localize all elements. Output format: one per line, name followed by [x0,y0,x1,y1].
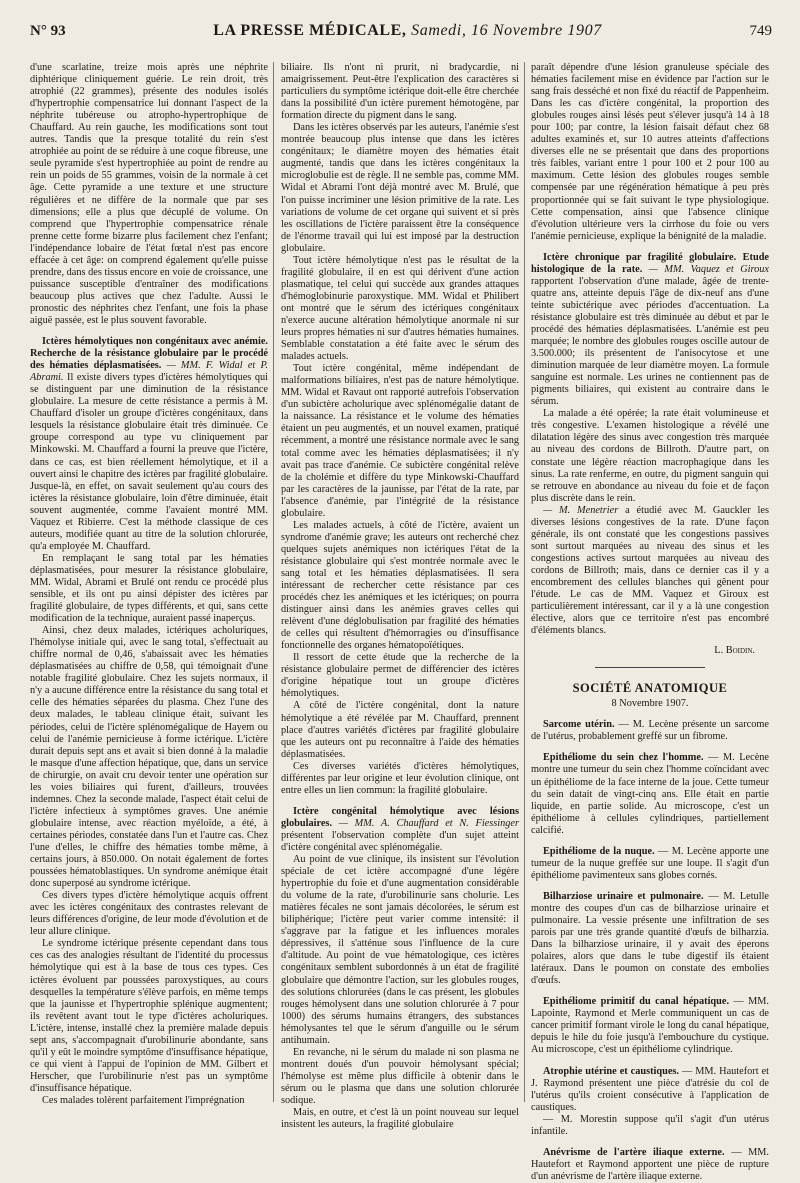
entry [531,996,769,1056]
issue-date: Samedi, 16 Novembre 1907 [411,22,602,39]
paragraph: biliaire. Ils n'ont ni prurit, ni bradycardie, ni amaigrissement. Peut-être l'explication des caractères si particuliers du symptôme ictérique doit-elle être cherchée dans la possibilité d'un ictère purement hémotogène, par formation directe du pigment dans le sang. [281,62,519,122]
column-1 [30,62,268,1107]
article-body: Il existe divers types d'ictères hémolytiques qui se distinguent par une diminution de la résistance globulaire. La mesure de cette résistance a permis à M. Chauffard d'isoler un groupe d'ictères congénitaux, dans lesquels la résistance globulaire était très diminuée. Ce groupe correspond au type vu cliniquement par Minkowski. M. Chauffard a fourni la preuve que l'ictère, dans ce cas, est bien réellement hémolytique, et il a ouvert ainsi le chapitre des ictères par fragilité globulaire. Jusque-là, en effet, on savait seulement qu'au cours des ictères la résistance globulaire, loin d'être diminuée, était souvent augmentée, comme l'avaient montré MM. Vaquez et Ribierre. C'est la méthode classique de ces auteurs, modifiée quant au titre de la solution chlorurée, qu'a employée M. Chauffard. [30,372,268,552]
paragraph: Il ressort de cette étude que la recherche de la résistance globulaire permet de différencier des ictères d'origine hépatique tout un groupe d'ictères hémolytiques. [281,652,519,700]
section-divider [595,667,705,668]
entry-body: — M. Letulle montre des coupes d'un cas de bilharziose urinaire et pulmonaire. La vessie présente une infiltration de ses parois par une très grande quantité d'œufs de bilharzia. Dans la bilharziose urinaire, il y avait des éperons polaires, alors que dans le tube digestif ils étaient latéraux. Dans le poumon on constate des embolies d'œufs. [531,890,769,987]
entry-body: — MM. Hautefort et J. Raymond présentent une pièce d'atrésie du col de l'utérus qu'ils croient consécutive à l'application de caustiques. [531,1065,769,1113]
column-rule-1 [273,62,274,1102]
entry [531,1066,769,1114]
entry-title: Epithéliome primitif du canal hépatique. [543,996,730,1008]
paragraph: A côté de l'ictère congénital, dont la nature hémolytique a été révélée par M. Chauffard, prennent place d'autres variétés d'ictères par fragilité globulaire que les auteurs ont pu reconnaître à l'aide des hématies déplasmatisées. [281,700,519,760]
paragraph: Dans les ictères observés par les auteurs, l'anémie s'est montrée beaucoup plus intense que dans les ictères congénitaux; le diamètre moyen des hématies était augmenté, tandis que dans les ictères congénitaux la microglobulie est de règle. Il ne semble pas, comme MM. Widal et Abrami l'ont déjà montré avec M. Brulé, que l'on puisse incriminer une lésion primitive de la rate. Les variations de volume de cet organe qui suivent et si près les oscillations de l'ictère paraissent être la conséquence de l'énorme travail qui lui est imposé par la destruction globulaire. [281,122,519,254]
column-rule-2 [524,62,525,1102]
article-authors: — M. Menetrier [543,504,619,516]
entry-title: Atrophie utérine et caustiques. [543,1065,680,1077]
article-authors: — MM. A. Chauffard et N. Fiessinger [338,817,519,829]
column-2 [281,62,519,1131]
paragraph: Le syndrome ictérique présente cependant dans tous ces cas des analogies résultant de l'identité du processus hémolytique qui est à la base de tous ces types. Ces ictères évoluent par poussées paroxystiques, au cours desquelles la température s'élève parfois, en même temps que la jaunisse et l'hypertrophie splénique augmentent; ils revêtent avant tout le type d'ictères acholuriques. L'ictère, intense, installé chez la première malade depuis sept ans, s'accompagnait d'urobilinurie abondante, sans qu'il y eût le moindre symptôme d'insuffisance hépatique, ce qui vient à l'appui de l'opinion de MM. Gilbert et Herscher, que l'urobilinurie n'est pas un symptôme d'insuffisance hépatique. [30,938,268,1094]
entry [531,891,769,987]
section-heading: SOCIÉTÉ ANATOMIQUE [572,681,728,696]
journal-title: LA PRESSE MÉDICALE, [213,22,407,39]
paragraph: En remplaçant le sang total par les hématies déplasmatisées, pour mesurer la résistance globulaire, MM. Widal, Abrami et Brulé ont rendu ce procédé plus sensible, et ils ont pu ainsi dépister des ictères par fragilité globulaire, de types différents, et qui, sans cette modification de la technique, auraient passé inaperçus. [30,552,268,625]
entry-body: — MM. Lapointe, Raymond et Merle communiquent un cas de cancer primitif formant virole le long du canal hépatique, depuis le hile du foie jusqu'à l'embouchure du cystique. Au microscope, c'est un épithéliome cylindrique. [531,996,769,1056]
article-paragraph [531,505,769,638]
paragraph: d'une scarlatine, treize mois après une néphrite diphtérique cliniquement guérie. Le rein droit, très atrophié (22 grammes), présente des nodules isolés d'hypertrophie compensatrice lui donnant l'aspect de la néphrite tubéreuse ou atropho-hypertrophique de Chauffard. Au rein gauche, les modifications sont tout autres. Tandis que la presque totalité du rein s'est atrophiée au point de se réduire à une coque fibreuse, une seule pyramide s'est hypertrophiée au point de rendre au rein un poids de 55 grammes, voisin de la normale à cet âge. Cette pyramide a une texture et une structure régulières et ne diffère de la normale que par ses dimensions; elle a plus que décuplé de volume. On comprend que l'hypertrophie compensatrice rénale prenne cette forme bizarre plus facilement chez l'enfant; l'indépendance lobaire de l'état fœtal n'est pas encore effacée à cet âge: on comprend également qu'elle puisse prendre, dans des tissus encore en voie de croissance, une puissance susceptible d'entraîner des modifications beaucoup plus actives que chez l'adulte. Aussi le pronostic des néphrites chez l'enfant, une fois la phase aiguë passée, est le plus souvent favorable. [30,62,268,326]
entry-note: — M. Morestin suppose qu'il s'agit d'un utérus infantile. [531,1113,769,1137]
masthead-title [213,22,602,40]
entry [531,752,769,836]
article-authors: — MM. F. Widal et P. Abrami. [30,360,268,384]
issue-number: N° 93 [30,23,66,39]
entry-title: Sarcome utérin. [543,719,615,731]
paragraph: Au point de vue clinique, ils insistent sur l'évolution spéciale de cet ictère accompagné d'une légère hypertrophie du foie et d'une augmentation considérable du volume de la rate, d'urobilinurie sans cholurie. Les matières fécales ne sont jamais décolorées, le sérum est biliphérique; l'ictère peut varier comme intensité: il s'aggrave par la fatigue et les influences morales dépressives, il s'atténue sous l'influence de la cure d'altitude. Au point de vue hématologique, ces ictères congénitaux semblent subordonnés à un état de fragilité globulaire que démontre l'action, sur les globules rouges, des solutions chlorurées (dans le cas présent, les globules rouges hémolysent dans une solution chlorurée à 7 pour 1000) des sérums humains étrangers, des substances hémolysantes tel que le sérum d'anguille ou le sérum antihumain. [281,854,519,1046]
signature: L. Boidin. [714,645,755,657]
paragraph: Ces malades tolèrent parfaitement l'imprégnation [42,1094,245,1106]
entry [531,719,769,743]
paragraph: En revanche, ni le sérum du malade ni son plasma ne montrent doués d'un pouvoir hémolysant spécial; l'hémolyse est même plus difficile à obtenir dans le sérum ou le plasma que dans une solution chlorurée sodique. [281,1046,519,1106]
entry-body: — MM. Hautefort et Raymond apportent une pièce de rupture d'un anévrisme de l'artère iliaque externe. [531,1146,769,1182]
entry-body: — M. Lecène présente un sarcome de l'utérus, probablement greffé sur un fibrome. [531,719,769,743]
section-date: 8 Novembre 1907. [611,698,689,710]
paragraph: Les malades actuels, à côté de l'ictère, avaient un syndrome d'anémie grave; les auteurs ont recherché chez quelques sujets anémiques non ictériques l'état de la résistance globulaire qui s'est montrée normale avec le sang total et les hématies déplasmatisées. Il sera intéressant de rechercher cette résistance par ces procédés chez les anémiques et les ictériques; on pourra distinguer ainsi dans les anémies graves celles qui relèvent d'une déglobulisation par fragilité des hématies de celles qui résultent d'hémorragies ou d'insuffisance fonctionnelle des organes hématopoïétiques. [281,519,519,652]
paragraph: Tout ictère congénital, même indépendant de malformations biliaires, n'est pas de nature hémolytique. MM. Widal et Ravaut ont rapporté autrefois l'observation d'un subictère acholurique avec splénomégalie datant de la naissance. La résistance et le volume des hématies étaient un peu augmentés, et un nouvel examen, pratiqué récemment, a montré une résistance normale avec le sang total comme avec les hématies déplasmatisées; il n'y avait pas trace d'anémie. Ce subictère congénital relève de la cholémie et diffère du type Minkowski-Chauffard par les caractères de la jaunisse, par l'état de la rate, par l'absence d'anémie, par l'intégrité de la résistance globulaire. [281,363,519,519]
entry-body: — M. Lecène apporte une tumeur de la nuque greffée sur une loupe. Il s'agit d'un épithéliome pavimenteux sans globes cornés. [531,845,770,881]
article-authors: — MM. Vaquez et Giroux [648,263,770,275]
entry-body: — M. Lecène montre une tumeur du sein chez l'homme coïncidant avec un épithéliome de la face interne de la joue. Cette tumeur du sein datait de vingt-cinq ans. Elle était en partie liquide, en partie solide. Au microscope, c'est un épithéliome à cellules cylindriques, partiellement calcifié. [531,752,769,836]
article-title: Ictère chronique par fragilité globulaire. Etude histologique de la rate. [531,251,769,275]
article-body: a étudié avec M. Gauckler les diverses lésions congestives de la rate. D'une façon générale, ils ont constaté que les congestions passives sont surtout marquées au niveau des sinus et les congestions actives surtout marquées au niveau des cordons de Billroth; mais, dans ce dernier cas il y a encombrement des cellules blanches qui gênent pour l'étude. Le cas de MM. Vaquez et Giroux est particulièrement intéressant, car il y a là une congestion élective, alors que ce territoire n'est pas encombré d'éléments blancs. [531,504,769,637]
paragraph: La malade a été opérée; la rate était volumineuse et très congestive. L'examen histologique a révélé une dilatation légère des sinus avec congestion très marquée au niveau des cordons de Billroth. D'autre part, on constate une légère réaction macrophagique dans les sinus. La rate renferme, en outre, du pigment sanguin qui se retrouve en abondance au niveau du foie et de façon plus discrète dans le rein. [531,408,769,504]
entry [531,846,769,882]
article-title: Ictère congénital hémolytique avec lésions globulaires. [281,805,519,829]
article-body: présentent l'observation complète d'un sujet atteint d'ictère congénital avec splénomégalie. [281,829,519,853]
entry-title: Bilharziose urinaire et pulmonaire. [543,890,704,902]
paragraph: paraît dépendre d'une lésion granuleuse spéciale des hématies facilement mise en évidence par l'action sur le sang frais desséché et non fixé du réactif de Pappenheim. Dans les cas d'ictère congénital, la proportion des globules rouges ainsi lésés peut s'élever jusqu'à 14 à 18 pour 100; par contre, la lésion faisait défaut chez 68 adultes examinés et, sur 10 autres atteints d'affections diverses elle ne se présentait que dans des proportions très faibles, variant entre 1 pour 100 et 2 pour 100 au maximum. Cette lésion des globules rouges semble compensée par une régénération hématique à peu près proportionnée qui se fait suivant le type physiologique. Cette compensation, ainsi que l'absence clinique d'évolution ultérieure vers la cirrhose du foie ou vers l'anémie pernicieuse, explique la bénignité de la maladie. [531,62,769,242]
article-paragraph [30,336,268,553]
page-number: 749 [749,23,772,39]
paragraph: Mais, en outre, et c'est là un point nouveau sur lequel insistent les auteurs, la fragilité globulaire [281,1107,519,1131]
paragraph: Ces divers types d'ictère hémolytique acquis offrent avec les ictères congénitaux des contrastes relevant de leurs différences d'origine, de leur mode d'évolution et de leur allure clinique. [30,890,268,938]
article-title: Ictères hémolytiques non congénitaux avec anémie. Recherche de la résistance globulaire par le procédé des hématies déplasmatisées. [30,336,268,372]
article-paragraph [281,806,519,854]
entry-title: Epithéliome du sein chez l'homme. [543,752,704,764]
article-paragraph [531,252,769,409]
paragraph: Tout ictère hémolytique n'est pas le résultat de la fragilité globulaire, il en est qui dérivent d'une action plasmatique, tel celui qui succède aux grandes attaques d'hémoglobinurie paroxystique. MM. Widal et Philibert ont montré que le sérum des ictériques congénitaux n'exerce aucune altération hémolytique anormale ni sur leurs propres hématies ni sur d'autres hématies humaines. Semblable constatation a été faite avec le sérum des malades actuels. [281,254,519,363]
article-body: rapportent l'observation d'une malade, âgée de trente-quatre ans, atteinte depuis l'âge de dix-neuf ans d'une teinte subictérique avec périodes d'accentuation. La résistance globulaire est très diminuée au début et par le procédé des hématies déplasmatisées. L'anémie est peu marquée; le nombre des globules rouges oscille autour de 3.500.000; ils présentent de l'anisocytose et une diminution marquée de leur diamètre moyen. La formule sanguine est normale. Les urines ne contiennent pas de pigments biliaires, qui existent au contraire dans le sérum. [531,275,769,408]
paragraph: Ces diverses variétés d'ictères hémolytiques, différentes par leur origine et leur évolution clinique, ont entre elles un lien commun: la fragilité globulaire. [281,760,519,796]
entry-title: Epithéliome de la nuque. [543,845,655,857]
paragraph: Ainsi, chez deux malades, ictériques acholuriques, l'hémolyse initiale qui, avec le sang total, s'effectuait au chiffre normal de 0,46, s'abaissait avec les hématies déplasmatisées au chiffre de 0,58, qui témoignait d'une notable fragilité globulaire. Chez les sujets normaux, il n'y a aucune différence entre la résistance du sang total et celle des hématies séparées du plasma. Chez l'une des deux malades, le tableau clinique était, suivant les périodes, celui de l'ictère splénomégalique de Hayem ou celui de l'anémie pernicieuse à forme ictérique. L'ictère durait depuis sept ans et avait si bien donné à la maladie le masque d'une affection hépatique, que, dans un service de chirurgie, on avait cru devoir tenter une opération sur les voies biliaires qui furent, d'ailleurs, trouvées indemnes. Chez la seconde malade, l'aspect était celui de l'ictère infectieux à symptômes graves. Une anémie globulaire intense, avec réaction myéloïde, a été, à certaines périodes, constatée dans l'un et l'autre cas. Chez l'une d'elles, le chiffre des hématies tombe même, à certains jours, à 850.000. On notait également de fortes poussées hématoblastiques. Un syndrome anémique était donc superposé au syndrome ictérique. [30,625,268,890]
entry-title: Anévrisme de l'artère iliaque externe. [543,1146,725,1158]
column-3 [531,62,770,1182]
entry [531,1147,769,1183]
masthead [30,22,772,46]
